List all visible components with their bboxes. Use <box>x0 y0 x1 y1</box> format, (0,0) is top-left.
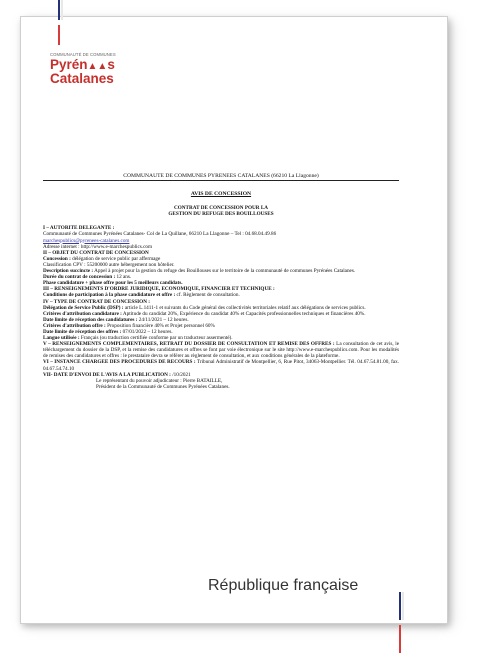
contrat-subtitle: GESTION DU REFUGE DES BOUILLOUSES <box>168 211 274 218</box>
cpv-line: Classification CPV : 55200000 autre hébergement non hôtelier. <box>43 261 175 268</box>
section-4-title: IV – TYPE DE CONTRAT DE CONCESSION : <box>43 298 150 305</box>
section-2-title: II – OBJET DU CONTRAT DE CONCESSION <box>43 249 149 256</box>
section-7: VII- DATE D'ENVOI DE L'AVIS A LA PUBLICATION : /10/2021 <box>43 371 191 378</box>
logo-line1-suffix: s <box>107 57 115 72</box>
signature-line-2: Président de la Communauté de Communes Pyrénées Catalanes. <box>96 383 230 390</box>
tricolor-flag-top <box>58 0 66 20</box>
avis-title: AVIS DE CONCESSION <box>190 191 252 198</box>
signature-line-1: Le représentant du pouvoir adjudicateur : Pierre BATAILLE, <box>96 377 223 384</box>
mountain-icon: ▲▲ <box>87 61 108 72</box>
republique-francaise-label: République française <box>208 577 359 594</box>
contrat-title: CONTRAT DE CONCESSION POUR LA <box>173 205 269 212</box>
section-5: V – RENSEIGNEMENTS COMPLEMENTAIRES, RETRAIT DU DOSSIER DE CONSULTATION ET REMISE DES OFFRES : La consultation de cet avis, le téléchargement du dossier de la DSP, et la remise des candidatures et offres se font par voie électronique sur le site http://www.e-marchespublics.com. Pour les modalités de remises des candidatures et offres : le prestataire devra se référer au règlement de consultation, et aux conditions générales de la plateforme. <box>43 341 399 360</box>
logo-line1: Pyrén <box>50 57 88 72</box>
phase-line: Phase candidature + phase offre pour les 5 meilleurs candidats. <box>43 280 183 287</box>
section-6: VI – INSTANCE CHARGEE DES PROCEDURES DE RECOURS : Tribunal Administratif de Montpellier, 6, Rue Pitot, 34063-Montpellier. Tél. 04.67.54.81.00, fax. 04.67.54.74.10 <box>43 359 399 372</box>
notice-text: COMMUNAUTE DE COMMUNES PYRENEES CATALANES (66210 La Llagonne) AVIS DE CONCESSION CONTRAT DE CONCESSION POUR LA GESTION DU REFUGE DES BOUILLOUSES I – AUTORITE DELEGANTE : Communauté de Communes Pyrénées Catalanes- Col de La Quillane, 66210 La Llagonne – Tel : 04.68.04.49.86 marchespublics@pyrenees-catalanes.com Adresse internet : http://www.e-marchespublics.com II – OBJET DU CONTRAT DE CONCESSION Concession : délégation de service public par affermage Classification CPV : 55200000 autre hébergement non hôtelier. Description succincte : Appel à projet pour la gestion du refuge des Bouillouses sur le territoire de la communauté de communes Pyrénées Catalanes. Durée du contrat de concession : 12 ans. Phase candidature + phase offre pour les 5 meilleurs candidats. III – RENSEIGNEMENTS D'ORDRE JURIDIQUE, ECONOMIQUE, FINANCIER ET TECHNIQUE : Conditions de participation à la phase candidature et offre : cf. Règlement de consultation. IV – TYPE DE CONTRAT DE CONCESSION : Délégation de Service Public (DSP) : article L.1411-1 et suivants du Code général des collectivités territoriales relatif aux délégations de services publics. Critères d'attribution candidature : Aptitude du candidat 20%, Expérience du candidat 40% et Capacités professionnelles techniques et financières 40%. Date limite de réception des candidatures : 24/11/2021 – 12 heures. Critères d'attribution offre : Proposition financière 40% et Projet personnel 60% Date limite de réception des offres : 07/01/2022 – 12 heures. Langue utilisée : Français (ou traduction certifiée conforme par un traducteur assermenté). V – RENSEIGNEMENTS COMPLEMENTAIRES, RETRAIT DU DOSSIER DE CONSULTATION ET REMISE DES OFFRES : La consultation de cet avis, le téléchargement du dossier de la DSP, et la remise des candidatures et offres se font par voie électronique sur le site http://www.e-marchespublics.com. Pour les modalités de remises des candidatures et offres : le prestataire devra se référer au règlement de consultation, et aux conditions générales de la plateforme. VI – INSTANCE CHARGEE DES PROCEDURES DE RECOURS : Tribunal Administratif de Montpellier, 6, Rue Pitot, 34063-Montpellier. Tél. 04.67.54.81.00, fax. 04.67.54.74.10 VII- DATE D'ENVOI DE L'AVIS A LA PUBLICATION : /10/2021 Le représentant du pouvoir adjudicateur : Pierre BATAILLE, Président de la Communauté de Communes Pyrénées Catalanes. <box>43 173 399 390</box>
email-link[interactable]: marchespublics@pyrenees-catalanes.com <box>43 237 130 244</box>
logo-line2: Catalanes <box>50 71 114 86</box>
pyrenees-catalanes-logo <box>50 52 130 85</box>
section-1-text: Communauté de Communes Pyrénées Catalanes- Col de La Quillane, 66210 La Llagonne – Tel : 04.68.04.49.86 <box>43 231 277 238</box>
logo-small-text: COMMUNAUTÉ DE COMMUNES <box>50 52 116 57</box>
document-header: COMMUNAUTE DE COMMUNES PYRENEES CATALANES (66210 La Llagonne) <box>43 173 399 181</box>
section-1-title: I – AUTORITE DELEGANTE : <box>43 225 115 232</box>
tricolor-flag-bottom <box>399 592 407 620</box>
website-line: Adresse internet : http://www.e-marchespublics.com <box>43 243 153 250</box>
section-3-title: III – RENSEIGNEMENTS D'ORDRE JURIDIQUE, ECONOMIQUE, FINANCIER ET TECHNIQUE : <box>43 286 275 293</box>
